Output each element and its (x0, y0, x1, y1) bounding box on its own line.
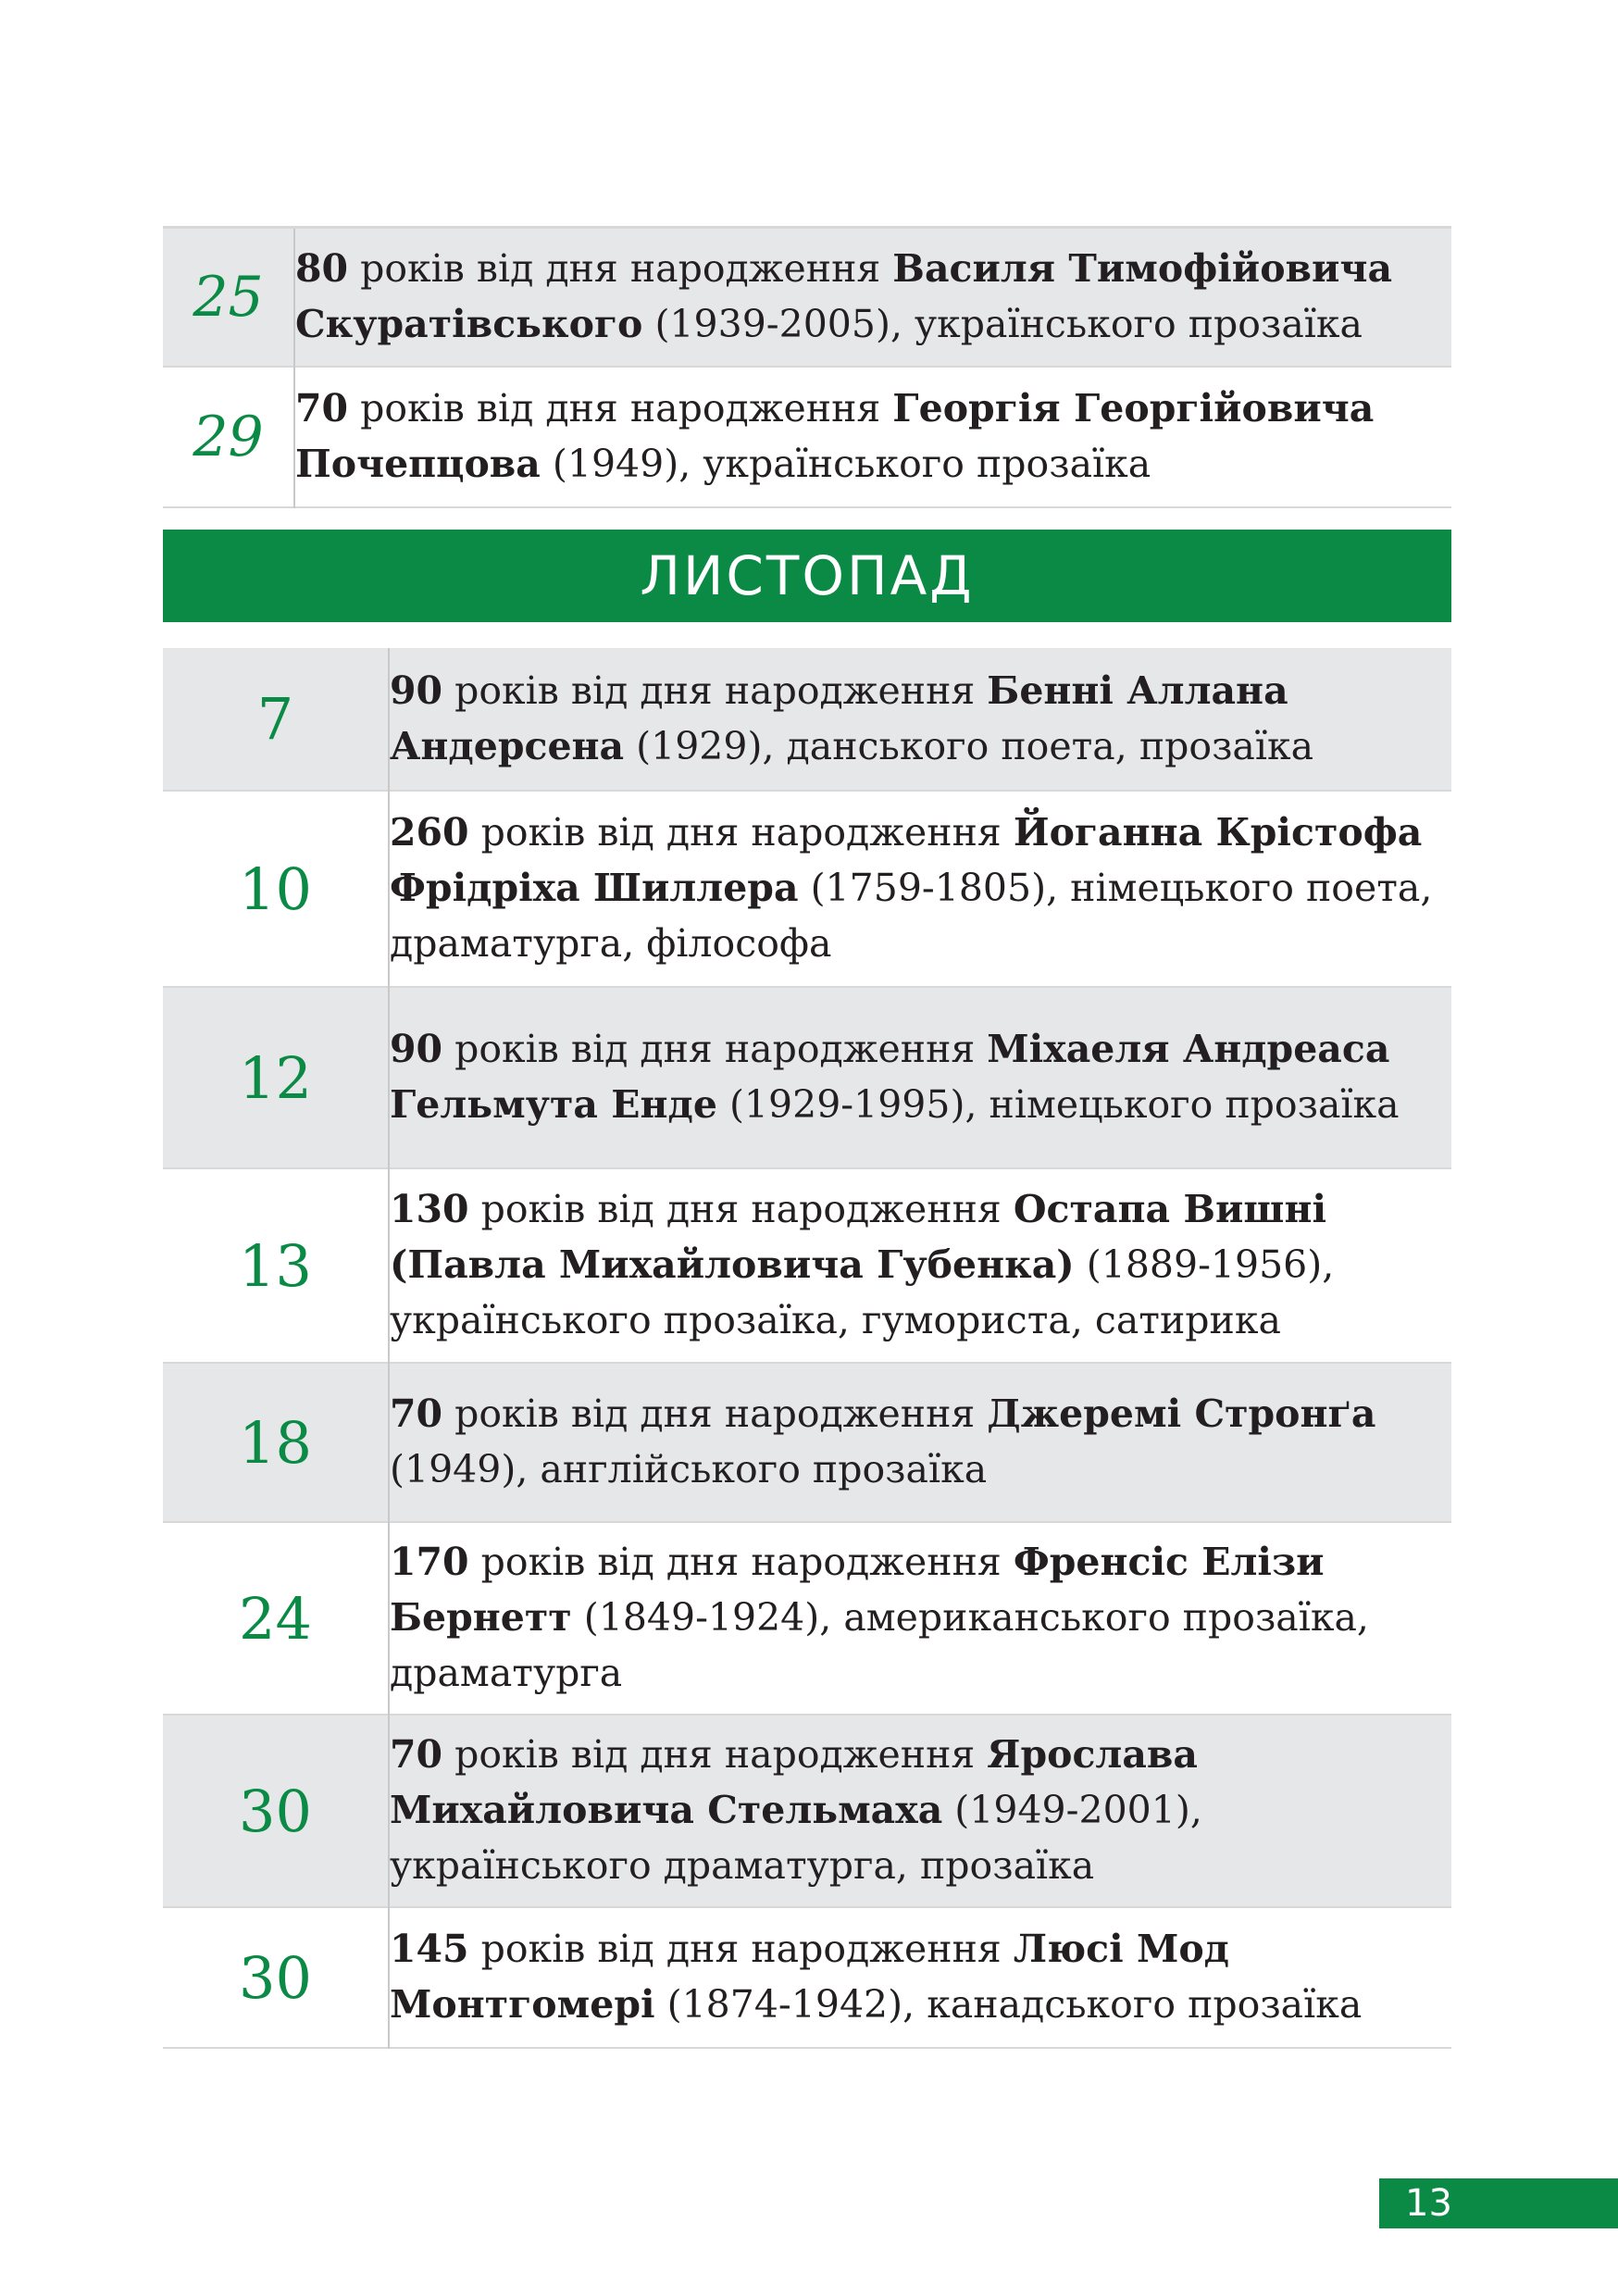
event-years: 90 (390, 1027, 443, 1071)
event-years: 70 (295, 385, 349, 430)
event-person: Остапа Вишні (Павла Михайловича Губенка) (390, 1187, 1327, 1287)
event-person: Георгія Георгійовича Почепцова (295, 385, 1375, 486)
event-years: 80 (295, 245, 349, 291)
event-description (389, 987, 1451, 1168)
event-details: (1874-1942), канадського прозаїка (654, 1982, 1363, 2027)
event-details: (1759-1805), німецького поета, драматурга, філософа (390, 866, 1433, 966)
event-prefix: років від дня народження (442, 1391, 988, 1436)
event-details: (1949-2001), українського драматурга, прозаїка (390, 1788, 1202, 1888)
table-row (163, 648, 1451, 791)
event-prefix: років від дня народження (348, 385, 893, 430)
month-banner: ЛИСТОПАД (163, 530, 1451, 622)
event-details: (1929-1995), німецького прозаїка (716, 1082, 1400, 1127)
event-day: 12 (163, 987, 389, 1168)
event-description (294, 367, 1451, 507)
table-row (163, 1168, 1451, 1363)
event-description (389, 1168, 1451, 1363)
event-person: Люсі Мод Монтгомері (390, 1927, 1229, 2027)
event-details: (1939-2005), українського прозаїка (642, 301, 1363, 346)
october-events-table (163, 226, 1451, 508)
event-day: 18 (163, 1363, 389, 1522)
page-number: 13 (1379, 2178, 1618, 2228)
event-prefix: років від дня народження (442, 668, 988, 713)
event-prefix: років від дня народження (468, 810, 1014, 855)
event-details: (1849-1924), американського прозаїка, драматурга (390, 1595, 1369, 1695)
table-row (163, 1363, 1451, 1522)
november-events-table (163, 648, 1451, 2049)
event-details: (1889-1956), українського прозаїка, гумориста, сатирика (390, 1242, 1335, 1342)
event-details: (1929), данського поета, прозаїка (624, 723, 1314, 768)
table-row (163, 791, 1451, 987)
table-row (163, 367, 1451, 507)
event-day: 7 (163, 648, 389, 791)
event-years: 145 (390, 1927, 469, 1971)
event-day: 13 (163, 1168, 389, 1363)
event-details: (1949), англійського прозаїка (390, 1447, 988, 1491)
event-description (389, 1907, 1451, 2048)
event-person: Ярослава Михайловича Стельмаха (390, 1732, 1198, 1832)
event-prefix: років від дня народження (348, 245, 893, 291)
event-description (294, 228, 1451, 367)
event-person: Йоганна Крістофа Фрідріха Шиллера (390, 810, 1423, 910)
event-years: 170 (390, 1540, 469, 1584)
event-years: 130 (390, 1187, 469, 1231)
event-person: Василя Тимофійовича Скуратівського (295, 245, 1393, 346)
event-day: 25 (163, 228, 294, 367)
table-row (163, 1522, 1451, 1715)
event-day: 29 (163, 367, 294, 507)
event-description (389, 648, 1451, 791)
event-day: 30 (163, 1715, 389, 1907)
event-person: Френсіс Елізи Бернетт (390, 1540, 1325, 1640)
event-years: 70 (390, 1732, 443, 1777)
event-prefix: років від дня народження (442, 1027, 988, 1071)
event-person: Міхаеля Андреаса Гельмута Енде (390, 1027, 1390, 1127)
event-person: Джеремі Стронґа (987, 1391, 1376, 1436)
event-years: 260 (390, 810, 469, 855)
event-description (389, 791, 1451, 987)
event-years: 70 (390, 1391, 443, 1436)
event-day: 24 (163, 1522, 389, 1715)
event-prefix: років від дня народження (468, 1540, 1014, 1584)
event-years: 90 (390, 668, 443, 713)
event-description (389, 1715, 1451, 1907)
table-row (163, 1907, 1451, 2048)
event-person: Бенні Аллана Андерсена (390, 668, 1288, 768)
table-row (163, 987, 1451, 1168)
event-description (389, 1522, 1451, 1715)
event-prefix: років від дня народження (442, 1732, 988, 1777)
event-details: (1949), українського прозаїка (540, 441, 1151, 486)
event-day: 10 (163, 791, 389, 987)
table-row (163, 1715, 1451, 1907)
table-row (163, 228, 1451, 367)
event-prefix: років від дня народження (468, 1187, 1014, 1231)
event-day: 30 (163, 1907, 389, 2048)
event-description (389, 1363, 1451, 1522)
event-prefix: років від дня народження (468, 1927, 1014, 1971)
